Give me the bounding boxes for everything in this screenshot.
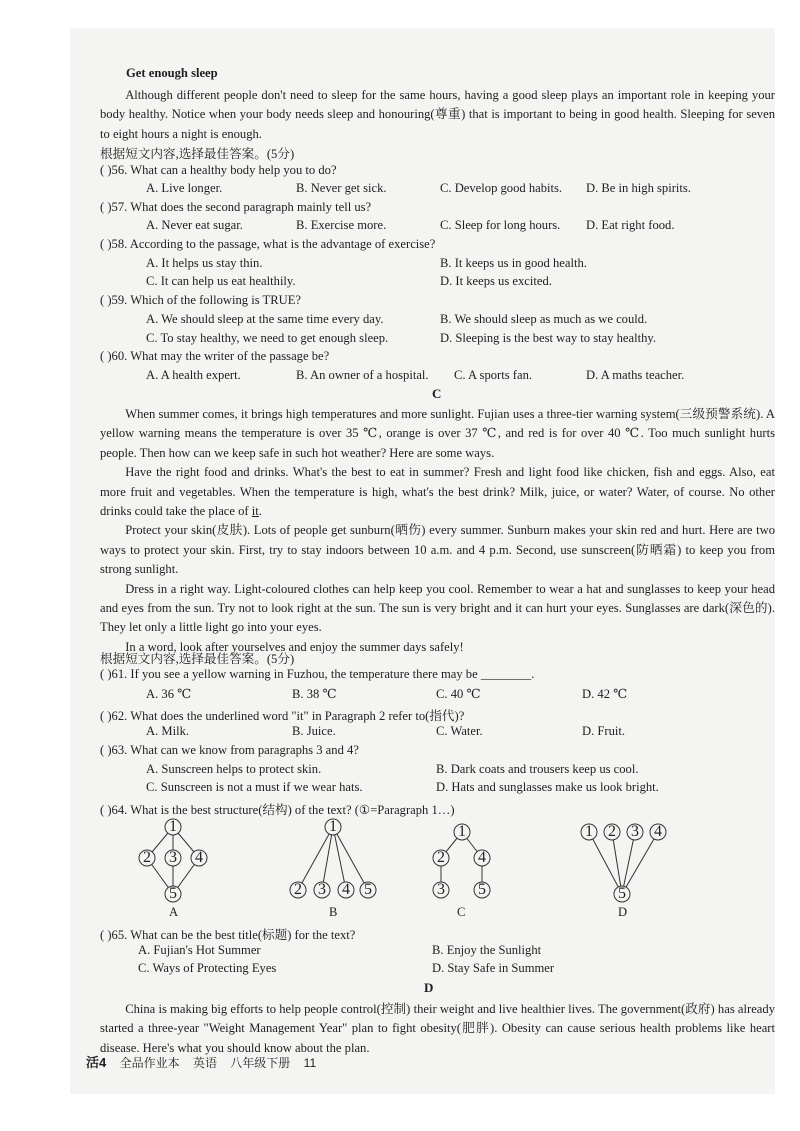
option-c: C. Water. [436,724,483,738]
question-63: ( )63. What can we know from paragraphs 3 and 4? [100,743,359,757]
node-label: 3 [318,881,326,898]
option-c: C. To stay healthy, we need to get enough sleep. [146,331,389,345]
question-56: ( )56. What can a healthy body help you to do? [100,163,337,177]
node-label: 4 [654,823,662,840]
node-label: 5 [169,885,177,902]
paragraph-5: In a word, look after yourselves and enjoy the summer days safely! [125,639,464,654]
node-label: 3 [169,849,177,866]
footer-book: 全品作业本 [119,1056,180,1070]
node-label: 2 [437,849,445,866]
diagram-label-b: B [329,905,338,919]
diagram-label-d: D [618,905,628,919]
page-number: 11 [303,1056,317,1070]
underlined-word: it [251,504,259,519]
question-64: ( )64. What is the best structure(结构) of the text? (①=Paragraph 1…) [100,803,455,817]
option-b: B. Never get sick. [296,181,387,195]
node-label: 1 [458,823,466,840]
node-label: 1 [169,818,177,835]
paragraph-1: China is making big efforts to help people control(控制) their weight and live healthier lives. The government(政府) has already started a three-year "Weight Management Year" plan to fight obesity(肥胖). Obesity can cause serious health problems like heart disease. Here's what you should know about the plan. [100,1002,775,1055]
structure-diagrams [100,812,700,914]
diagram-label-c: C [457,905,466,919]
footer-mark: 活4 [86,1055,107,1070]
option-d: D. Hats and sunglasses make us look bright. [436,780,659,794]
option-d: D. Be in high spirits. [586,181,691,195]
option-a: A. Fujian's Hot Summer [138,943,261,957]
paragraph-1: When summer comes, it brings high temperatures and more sunlight. Fujian uses a three-tier warning system(三级预警系统). A yellow warning means the temperature is over 35 ℃, orange is over 37 ℃, and red is for over 40 ℃. Too much sunlight hurts people. Then how can we keep safe in such hot weather? Here are some ways. [100,407,775,460]
option-b: B. Enjoy the Sunlight [432,943,542,957]
diagram-node-labels [143,818,662,902]
node-label: 4 [478,849,486,866]
node-label: 4 [342,881,350,898]
node-label: 2 [294,881,302,898]
option-b: B. We should sleep as much as we could. [440,312,648,326]
option-a: A. Milk. [146,724,190,738]
option-c: C. Sleep for long hours. [440,218,561,232]
node-label: 5 [618,885,626,902]
page-footer [86,1052,326,1071]
option-b: B. Juice. [292,724,336,738]
footer-grade: 八年级下册 [230,1056,291,1070]
option-c: C. A sports fan. [454,368,533,382]
diagram-label-a: A [169,905,179,919]
paragraph-4: Dress in a right way. Light-coloured clothes can help keep you cool. Remember to wear a hat and sunglasses to keep your head and eyes from the sun. Try not to look right at the sun. The sun is very bright and it can hurt your eyes. Sunglasses are dark(深色的). They let only a little light go into your eyes. [100,581,775,635]
option-b: B. 38 ℃ [292,687,337,701]
node-label: 4 [195,849,203,866]
option-b: B. An owner of a hospital. [296,368,429,382]
diagram-lines [147,827,658,894]
footer-subject: 英语 [192,1056,217,1070]
option-b: B. Dark coats and trousers keep us cool. [436,762,639,776]
option-d: D. Fruit. [582,724,626,738]
option-c: C. Sunscreen is not a must if we wear hats. [146,780,363,794]
passage-letter: D [424,980,434,995]
option-b: B. It keeps us in good health. [440,256,587,270]
node-label: 1 [585,823,593,840]
paragraph-2 [100,463,775,521]
node-label: 1 [329,818,337,835]
question-57: ( )57. What does the second paragraph mainly tell us? [100,200,372,214]
question-58: ( )58. According to the passage, what is the advantage of exercise? [100,237,436,251]
option-a: A. We should sleep at the same time every day. [146,312,384,326]
option-c: C. It can help us eat healthily. [146,274,296,288]
option-a: A. Never eat sugar. [146,218,243,232]
node-label: 5 [478,881,486,898]
option-d: D. Stay Safe in Summer [432,961,555,975]
option-a: A. 36 ℃ [146,687,192,701]
node-label: 2 [608,823,616,840]
passage-c-body [100,405,775,657]
option-a: A. A health expert. [146,368,241,382]
node-label: 3 [437,881,445,898]
passage-b-paragraph [100,86,775,144]
passage-letter: C [432,386,442,401]
question-62: ( )62. What does the underlined word "it" in Paragraph 2 refer to(指代)? [100,709,465,723]
node-label: 2 [143,849,151,866]
option-b: B. Exercise more. [296,218,387,232]
question-65: ( )65. What can be the best title(标题) for the text? [100,928,356,942]
node-label: 3 [631,823,639,840]
option-a: A. It helps us stay thin. [146,256,263,270]
question-61: ( )61. If you see a yellow warning in Fuzhou, the temperature there may be ________. [100,667,535,681]
question-60: ( )60. What may the writer of the passage be? [100,349,330,363]
option-d: D. Eat right food. [586,218,675,232]
instruction: 根据短文内容,选择最佳答案。(5分) [100,652,295,666]
option-c: C. 40 ℃ [436,687,481,701]
option-a: A. Live longer. [146,181,223,195]
passage-d-body [100,1000,775,1058]
question-59: ( )59. Which of the following is TRUE? [100,293,302,307]
option-c: C. Ways of Protecting Eyes [138,961,277,975]
option-d: D. It keeps us excited. [440,274,552,288]
paragraph-2-text: Have the right food and drinks. What's the best to eat in summer? Fresh and light food like chicken, fish and eggs. Also, eat more fruit and vegetables. When the temperature is high, what's the best drink? Milk, juice, or water? Water, of course. No other drinks could take the place of [100,465,775,519]
option-c: C. Develop good habits. [440,181,563,195]
passage-title: Get enough sleep [126,66,218,80]
option-a: A. Sunscreen helps to protect skin. [146,762,322,776]
node-label: 5 [364,881,372,898]
instruction: 根据短文内容,选择最佳答案。(5分) [100,147,295,161]
option-d: D. 42 ℃ [582,687,628,701]
paragraph-2-end: . [258,504,262,519]
paragraph: Although different people don't need to sleep for the same hours, having a good sleep plays an important role in keeping your body healthy. Notice when your body needs sleep and honouring(尊重) that is important to being in good health. Sleeping for seven to eight hours a night is enough. [100,88,775,141]
option-d: D. Sleeping is the best way to stay healthy. [440,331,657,345]
paragraph-3: Protect your skin(皮肤). Lots of people get sunburn(晒伤) every summer. Sunburn makes your skin red and hurt. Here are two ways to protect your skin. First, try to stay indoors between 10 a.m. and 4 p.m. Second, use sunscreen(防晒霜) to keep you from strong sunlight. [100,523,775,577]
option-d: D. A maths teacher. [586,368,685,382]
